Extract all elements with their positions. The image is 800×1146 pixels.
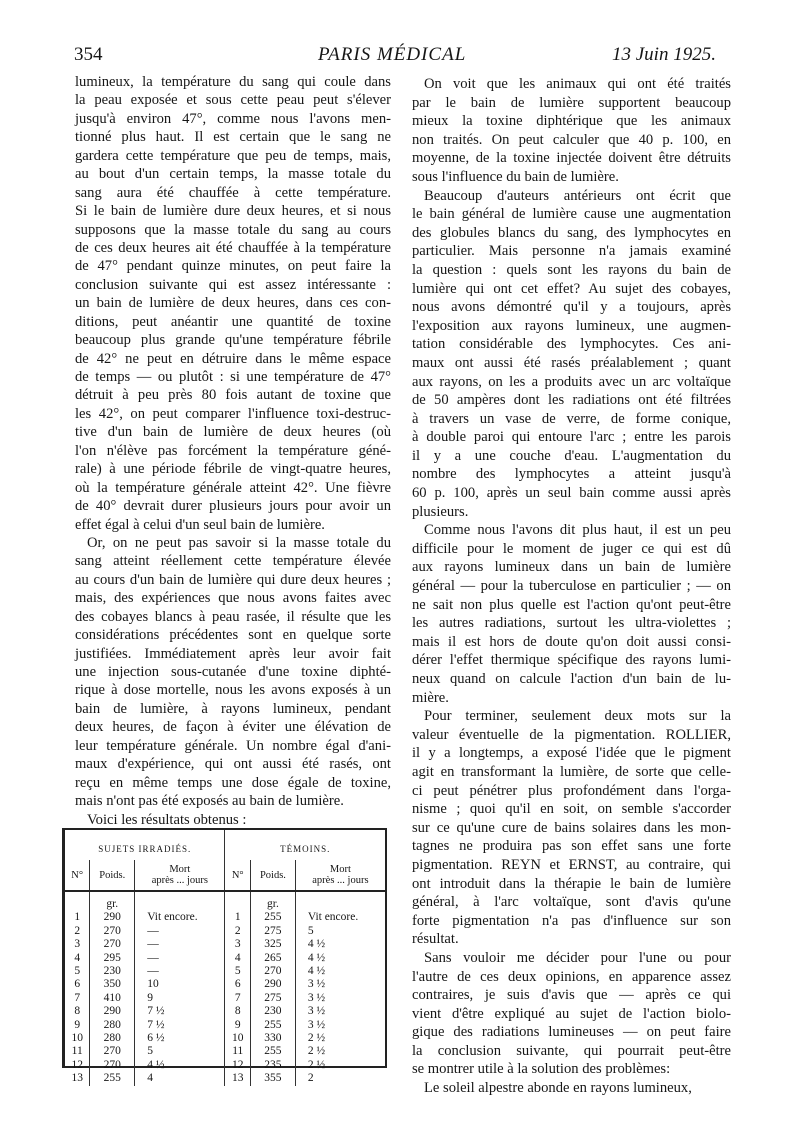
- col-header-mort: [135, 860, 225, 891]
- paragraph: [412, 949, 731, 1079]
- text-line: rale) à une période fébrile de vingt-quatre heures,: [75, 461, 391, 478]
- days-until-death: 2 ½: [307, 1058, 326, 1071]
- row-number: 2: [65, 925, 90, 938]
- text-line: sang aura été chauffée à cette température.: [75, 184, 391, 201]
- table-row: [65, 992, 385, 1005]
- journal-title: PARIS MÉDICAL: [318, 44, 467, 65]
- row-number: 5: [65, 965, 90, 978]
- table-row: [65, 978, 385, 991]
- text-line: lumineux, la température du sang qui coule dans: [75, 74, 391, 90]
- apres-jours-label: après ... jours: [312, 875, 369, 886]
- text-line: il y a une couche d'eau. L'augmentation du: [412, 447, 731, 464]
- days-until-death: 4 ½: [135, 1059, 225, 1072]
- table-row: [65, 1005, 385, 1018]
- row-number: 9: [225, 1019, 251, 1032]
- table-row: [65, 938, 385, 951]
- text-line: Beaucoup d'auteurs antérieurs ont écrit que: [424, 187, 731, 204]
- weight: 280: [90, 1032, 135, 1045]
- text-line: mais il est hors de doute qu'on doit aussi consi-: [412, 633, 731, 650]
- text-line: valeur éventuelle de la pigmentation. ROLLIER,: [412, 726, 731, 743]
- text-line: Le soleil alpestre abonde en rayons lumineux,: [424, 1080, 692, 1097]
- table-row: [65, 1032, 385, 1045]
- col-header-no: N°: [65, 860, 90, 891]
- text-line: reçu en même temps une dose égale de toxine,: [75, 774, 391, 791]
- text-line: effet égal à celui d'un seul bain de lumière.: [75, 516, 325, 533]
- weight: 255: [90, 1072, 135, 1085]
- text-line: par le bain de lumière supportent beaucoup: [412, 94, 731, 111]
- row-number: 3: [65, 938, 90, 951]
- days-until-death: Vit encore.: [135, 911, 225, 924]
- weight: 270: [90, 1045, 135, 1058]
- table-row: [65, 952, 385, 965]
- text-line: l'exposition aux rayons lumineux, une augmen-: [412, 317, 731, 334]
- paragraph: [412, 707, 731, 949]
- mort-label: Mort: [329, 864, 351, 875]
- paragraph: [75, 73, 391, 534]
- text-line: mière.: [412, 689, 449, 706]
- weight: 350: [90, 978, 135, 991]
- text-line: dérer l'effet thermique spécifique des rayons lumi-: [412, 652, 731, 669]
- text-line: les autres radiations, surtout les ultra-violettes ;: [412, 615, 731, 632]
- days-until-death: 3 ½: [307, 978, 326, 991]
- text-line: considérations précédentes sont en quelque sorte: [75, 627, 391, 644]
- apres-jours-label: après ... jours: [151, 875, 208, 886]
- text-line: la peau exposée et sous cette peau peut s'élever: [75, 92, 391, 109]
- table-row: [65, 925, 385, 938]
- text-line: mieux la toxine diphtérique que les animaux: [412, 113, 731, 130]
- text-line: de temps — ou plutôt : si une température de 47°: [75, 369, 391, 385]
- text-line: gardera cette température que peu de temps, mais,: [75, 147, 391, 164]
- text-line: la question : quels sont les rayons du bain de: [412, 261, 731, 278]
- text-line: agit en transformant la lumière, de sorte que celle-: [412, 763, 731, 780]
- text-line: il y a longtemps, a exposé l'idée que le pigment: [412, 745, 731, 762]
- weight: 290: [90, 1005, 135, 1018]
- days-until-death: 7 ½: [135, 1019, 225, 1032]
- text-line: les 42°, on peut comparer l'influence toxi-destruc-: [75, 405, 391, 422]
- weight: 410: [90, 992, 135, 1005]
- text-line: de 42° ne peut en détruire dans le même espace: [75, 350, 391, 367]
- row-number: 3: [225, 938, 251, 951]
- days-until-death: 4 ½: [307, 938, 326, 951]
- text-line: aux rayons lumineux dans un bain de lumière: [412, 559, 731, 576]
- text-line: lumière qui ont cet effet? Au sujet des cobayes,: [412, 280, 731, 297]
- table-row: [65, 965, 385, 978]
- paragraph: [412, 521, 731, 707]
- days-until-death: 5: [307, 924, 314, 937]
- days-until-death: 9: [135, 992, 225, 1005]
- text-line: se montrer utile à la solution des problèmes:: [412, 1061, 671, 1078]
- text-line: l'autre de ces deux opinions, en apparence assez: [412, 968, 731, 985]
- paragraph: [412, 75, 731, 187]
- text-line: Voici les résultats obtenus :: [87, 811, 247, 828]
- text-line: des cobayes blancs à peau rasée, il résulte que les: [75, 608, 391, 625]
- row-number: 8: [65, 1005, 90, 1018]
- weight: 325: [251, 938, 296, 951]
- text-line: tionné plus haut. Il est certain que le sang ne: [75, 129, 391, 146]
- weight: 230: [90, 965, 135, 978]
- text-line: conclusion suivante qui est assez intéressante :: [75, 276, 391, 293]
- table-row: [65, 1072, 385, 1085]
- paragraph: [75, 811, 391, 829]
- text-line: mais, des expériences que nous avons faites avec: [75, 590, 391, 607]
- weight: 270: [90, 1059, 135, 1072]
- table-row: [65, 1045, 385, 1058]
- text-line: de ces deux heures ait été chauffée à la température: [75, 239, 391, 256]
- weight: 255: [251, 1019, 296, 1032]
- text-line: sous l'influence du bain de lumière.: [412, 168, 619, 185]
- text-line: général — pour la tuberculose en particulier ; — on: [412, 578, 731, 595]
- row-number: 4: [225, 952, 251, 965]
- days-until-death: Vit encore.: [307, 911, 359, 924]
- text-line: gique des radiations lumineuses — on peut faire: [412, 1024, 731, 1041]
- text-line: justifiées. Immédiatement après leur avoir fait: [75, 645, 391, 662]
- text-line: bain de lumière, à rayons lumineux, pendant: [75, 700, 391, 717]
- days-until-death: 2 ½: [307, 1032, 326, 1045]
- paragraph: [75, 534, 391, 811]
- row-number: 1: [225, 911, 251, 924]
- text-line: mais n'ont pas été exposés au bain de lumière.: [75, 793, 344, 810]
- group-header-irradies: SUJETS IRRADIÉS.: [65, 830, 225, 860]
- weight: 295: [90, 952, 135, 965]
- row-number: 4: [65, 952, 90, 965]
- text-line: détruit à peu près 80 fois autant de toxine que: [75, 387, 391, 404]
- text-line: maux ont aussi été rasés préalablement ; quant: [412, 354, 731, 371]
- days-until-death: 6 ½: [135, 1032, 225, 1045]
- text-line: nisme ; quoi qu'il en soit, on semble s'accorder: [412, 801, 731, 818]
- row-number: 8: [225, 1005, 251, 1018]
- days-until-death: 4: [135, 1072, 225, 1085]
- paragraph: [412, 187, 731, 522]
- text-line: où la température générale atteint 42°. Une fièvre: [75, 479, 391, 496]
- group-header-temoins: TÉMOINS.: [280, 844, 331, 854]
- text-line: contraires, je suis d'avis que — après ce qui: [412, 987, 731, 1004]
- left-column: [75, 73, 391, 829]
- text-line: leur température générale. Un nombre égal d'ani-: [75, 737, 391, 754]
- weight: 275: [251, 992, 296, 1005]
- text-line: au cours d'un bain de lumière qui dure deux heures ;: [75, 571, 391, 588]
- text-line: beaucoup plus grande qu'une température fébrile: [75, 332, 391, 349]
- text-line: de 47° pendant quinze minutes, on peut faire la: [75, 258, 391, 275]
- col-header-poids: Poids.: [251, 860, 296, 891]
- days-until-death: 5: [135, 1045, 225, 1058]
- text-line: à travers un vase de verre, de forme conique,: [412, 410, 731, 427]
- text-line: à double paroi qui entoure l'arc ; entre les parois: [412, 429, 731, 446]
- text-line: moyenne, de la toxine injectée doivent être détruits: [412, 150, 731, 167]
- text-line: sang atteint réellement cette température élevée: [75, 553, 391, 570]
- text-line: tive d'un bain de lumière de deux heures (où: [75, 424, 391, 441]
- table-row: [65, 1059, 385, 1072]
- days-until-death: —: [135, 925, 225, 938]
- right-column: [412, 75, 731, 1098]
- text-line: ne sait non plus quelle est l'action qu'ont peut-être: [412, 596, 731, 613]
- text-line: général, à l'arc voltaïque, sont d'avis qu'une: [412, 894, 731, 911]
- text-line: le bain général de lumière cause une augmentation: [412, 206, 731, 223]
- weight: 290: [251, 978, 296, 991]
- days-until-death: 3 ½: [307, 1018, 326, 1031]
- row-number: 1: [65, 911, 90, 924]
- text-line: ont introduit dans la thérapie le bain de lumière: [412, 875, 731, 892]
- text-line: jusqu'à environ 47°, comme nous l'avons men-: [75, 110, 391, 127]
- text-line: tagnes ne produira pas son effet sans une forte: [412, 838, 731, 855]
- paragraph: [412, 1079, 731, 1098]
- weight: 275: [251, 925, 296, 938]
- mort-label: Mort: [169, 864, 191, 875]
- text-line: Si le bain de lumière dure deux heures, et si nous: [75, 203, 391, 220]
- text-line: au bout d'un certain temps, la masse totale du: [75, 166, 391, 183]
- text-line: particulier. Mais personne n'a jamais examiné: [412, 243, 731, 260]
- weight: 355: [251, 1072, 296, 1085]
- text-line: la conclusion suivante, qui pourrait peut-être: [412, 1042, 731, 1059]
- text-line: supposons que la masse totale du sang au cours: [75, 221, 391, 238]
- text-line: neux quand on calcule l'action d'un bain de lu-: [412, 671, 731, 687]
- col-header-no: N°: [225, 860, 251, 891]
- weight: 280: [90, 1019, 135, 1032]
- days-until-death: —: [135, 952, 225, 965]
- weight: 255: [251, 911, 296, 924]
- weight: 290: [90, 911, 135, 924]
- text-line: ditions, peut anéantir une quantité de toxine: [75, 313, 391, 330]
- text-line: des globules blancs du sang, des lymphocytes en: [412, 224, 731, 241]
- text-line: rique à dose mortelle, nous les avons exposés à un: [75, 682, 391, 699]
- text-line: une injection sous-cutanée d'une toxine diphté-: [75, 664, 391, 680]
- text-line: On voit que les animaux qui ont été traités: [424, 76, 731, 92]
- row-number: 6: [225, 978, 251, 991]
- weight: 270: [251, 965, 296, 978]
- text-line: de 40° devrait durer plusieurs jours pour avoir un: [75, 498, 391, 515]
- weight: 265: [251, 952, 296, 965]
- text-line: tation considérable des lymphocytes. Ces ani-: [412, 336, 731, 353]
- days-until-death: —: [135, 965, 225, 978]
- text-line: nous avons démontré qu'il y a toujours, après: [412, 299, 731, 316]
- text-line: ci peut pénétrer plus profondément dans l'orga-: [412, 782, 731, 799]
- row-number: 10: [65, 1032, 90, 1045]
- text-line: Pour terminer, seulement deux mots sur la: [424, 708, 731, 725]
- weight: 330: [251, 1032, 296, 1045]
- weight: 235: [251, 1059, 296, 1072]
- text-line: de 50 ampères dont les radiations ont été filtrées: [412, 392, 731, 409]
- row-number: 9: [65, 1019, 90, 1032]
- table-row: [65, 1019, 385, 1032]
- days-until-death: 3 ½: [307, 1005, 326, 1018]
- text-line: difficile pour le moment de juger ce qui est dû: [412, 540, 731, 557]
- days-until-death: 10: [135, 978, 225, 991]
- text-line: maux d'expérience, qui ont aussi été rasés, ont: [75, 756, 391, 773]
- weight: 255: [251, 1045, 296, 1058]
- row-number: 6: [65, 978, 90, 991]
- row-number: 10: [225, 1032, 251, 1045]
- results-table: [62, 828, 387, 1085]
- days-until-death: —: [135, 938, 225, 951]
- days-until-death: 2 ½: [307, 1045, 326, 1058]
- row-number: 13: [225, 1072, 251, 1085]
- weight: 270: [90, 938, 135, 951]
- row-number: 13: [65, 1072, 90, 1085]
- text-line: vient d'être expliqué au sujet de l'action biolo-: [412, 1005, 731, 1022]
- days-until-death: 4 ½: [307, 965, 326, 978]
- weight: 230: [251, 1005, 296, 1018]
- text-line: deux heures, de façon à éviter une élévation de: [75, 719, 391, 736]
- row-number: 7: [65, 992, 90, 1005]
- page-number: 354: [74, 44, 103, 65]
- row-number: 7: [225, 992, 251, 1005]
- issue-date: 13 Juin 1925.: [612, 44, 716, 65]
- row-number: 11: [65, 1045, 90, 1058]
- text-line: 60 p. 100, après un seul bain comme aussi après: [412, 485, 731, 502]
- col-header-poids: Poids.: [90, 860, 135, 891]
- row-number: 12: [65, 1059, 90, 1072]
- text-line: un bain de lumière de deux heures, dans ces con-: [75, 295, 391, 312]
- row-number: 5: [225, 965, 251, 978]
- table-row: [65, 911, 385, 924]
- days-until-death: 4 ½: [307, 951, 326, 964]
- text-line: non traités. On peut calculer que 40 p. 100, en: [412, 131, 731, 148]
- days-until-death: 2: [307, 1072, 314, 1085]
- text-line: résultat.: [412, 931, 459, 948]
- text-line: pigmentation. REYN et ERNST, au contraire, qui: [412, 856, 731, 873]
- weight: 270: [90, 925, 135, 938]
- text-line: Comme nous l'avons dit plus haut, il est un peu: [424, 522, 731, 539]
- text-line: forte pigmentation n'a pas d'influence sur son: [412, 912, 731, 929]
- row-number: 2: [225, 925, 251, 938]
- text-line: Sans vouloir me décider pour l'une ou pour: [424, 949, 731, 966]
- text-line: l'on n'élève pas forcément la température géné-: [75, 442, 391, 459]
- text-line: plusieurs.: [412, 503, 469, 520]
- row-number: 12: [225, 1059, 251, 1072]
- unit-label: gr.: [251, 891, 296, 911]
- text-line: nombre des lymphocytes a atteint jusqu'à: [412, 466, 731, 483]
- days-until-death: 3 ½: [307, 991, 326, 1004]
- unit-label: gr.: [90, 891, 135, 911]
- col-header-mort: [295, 860, 385, 891]
- text-line: Or, on ne peut pas savoir si la masse totale du: [87, 534, 391, 551]
- text-line: aux rayons, on les a produits avec un arc voltaïque: [412, 373, 731, 390]
- row-number: 11: [225, 1045, 251, 1058]
- text-line: sur ce qu'une cure de bains solaires dans les mon-: [412, 819, 731, 836]
- days-until-death: 7 ½: [135, 1005, 225, 1018]
